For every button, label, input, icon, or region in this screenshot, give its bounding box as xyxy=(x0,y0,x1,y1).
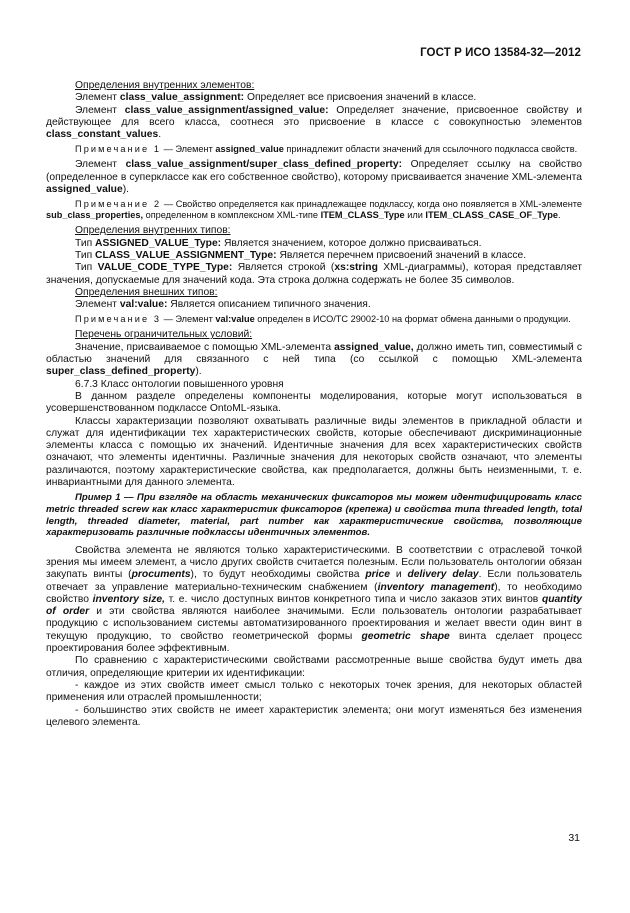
section-heading: Определения внешних типов: xyxy=(75,286,218,298)
paragraph: Элемент class_value_assignment: Определяет все присвоения значений в классе. xyxy=(75,92,477,104)
section-heading: Определения внутренних типов: xyxy=(75,225,231,237)
list-item: - большинство этих свойств не имеет характеристик элемента; они могут изменяться без изменения целевого элемента. xyxy=(46,704,582,728)
section-heading: Определения внутренних элементов: xyxy=(75,80,255,91)
standard-header: ГОСТ Р ИСО 13584-32—2012 xyxy=(420,47,581,59)
paragraph: Классы характеризации позволяют охватывать различные виды элементов в прикладной области и служат для идентификации тех характеристических свойств, которые обеспечивают дискриминационные элементы класса с помощью их значений. Идентичные значения для всех характеристических свойств означают, что элементы идентичны. Различные значения для некоторых свойств означают, что элементы различаются, поэтому характеристические свойства, как предполагается, должны быть неизменными, т. е. инвариантными для данного элемента. xyxy=(46,415,582,489)
note: Примечание 1 — Элемент assigned_value принадлежит области значений для ссылочного подкласса свойств. xyxy=(75,144,578,155)
subsection-title: 6.7.3 Класс онтологии повышенного уровня xyxy=(75,378,284,390)
document-body xyxy=(46,80,582,729)
note: Примечание 3 — Элемент val:value определен в ИСО/ТС 29002-10 на формат обмена данными о продукции. xyxy=(75,314,571,325)
paragraph: Тип ASSIGNED_VALUE_Type: Является значением, которое должно присваиваться. xyxy=(75,237,482,249)
paragraph: Тип VALUE_CODE_TYPE_Type: Является строкой (xs:string XML-диаграммы), которая представляет значения, допускаемые для значений кода. Эта строка должна содержать не более 35 символов. xyxy=(46,262,582,286)
paragraph: Тип CLASS_VALUE_ASSIGNMENT_Type: Является перечнем присвоений значений в классе. xyxy=(75,249,527,261)
paragraph: В данном разделе определены компоненты моделирования, которые могут использоваться в усовершенствованном подклассе OntoML-языка. xyxy=(46,390,582,415)
section-heading: Перечень ограничительных условий: xyxy=(75,329,253,341)
paragraph: Элемент val:value: Является описанием типичного значения. xyxy=(75,299,371,311)
paragraph: Значение, присваиваемое с помощью XML-элемента assigned_value, должно иметь тип, совместимый с областью значений для связанного с ней типа (со ссылкой с помощью XML-элемента super_class_defined_property). xyxy=(46,341,582,378)
paragraph: Элемент class_value_assignment/super_class_defined_property: Определяет ссылку на свойство (определенное в суперклассе как его собственное свойство), которому присваивается значение XML-элемента assigned_value). xyxy=(46,159,582,196)
list-item: - каждое из этих свойств имеет смысл только с некоторых точек зрения, для некоторых областей применения или отраслей промышленности; xyxy=(46,679,582,704)
paragraph: По сравнению с характеристическими свойствами рассмотренные выше свойства будут иметь два отличия, определяющие критерии их идентификации: xyxy=(46,655,582,679)
paragraph: Свойства элемента не являются только характеристическими. В соответствии с отраслевой точкой зрения мы имеем элемент, а число других свойств считается полезным. Если пользователь онтологии обязан закупать винты (procuments), то будут необходимы свойства price и delivery delay. Если пользователь отвечает за управление материально-техническим снабжением (inventory management), то необходимо свойство inventory size, т. е. число доступных винтов конкретного типа и число заказов этих винтов quantity of order и эти свойства являются наиболее значимыми. Если пользователь онтологии разрабатывает продукцию с использованием системы автоматизированного проектирования и желает ввести один винт в текущую продукцию, то свойство геометрической формы geometric shape винта сделает процесс проектирования более эффективным. xyxy=(46,544,582,655)
paragraph: Элемент class_value_assignment/assigned_value: Определяет значение, присвоенное свойству и действующее для всего класса, соотнеся это присвоение в классе с совокупностью элементов class_constant_values. xyxy=(46,104,582,141)
page-number: 31 xyxy=(568,832,580,844)
example: Пример 1 — При взгляде на область механических фиксаторов мы можем идентифицировать класс metric threaded screw как класс характеристик фиксаторов (крепежа) и свойства типа threaded length, total length, threaded diameter, material, part number как характеристические свойства, позволяющие характеризовать различные подклассы идентичных элементов. xyxy=(46,492,582,539)
note: Примечание 2 — Свойство определяется как принадлежащее подклассу, когда оно появляется в XML-элементе sub_class_properties, определенном в комплексном XML-типе ITEM_CLASS_Type или ITEM_CLASS_CASE_OF_Type. xyxy=(46,199,583,221)
